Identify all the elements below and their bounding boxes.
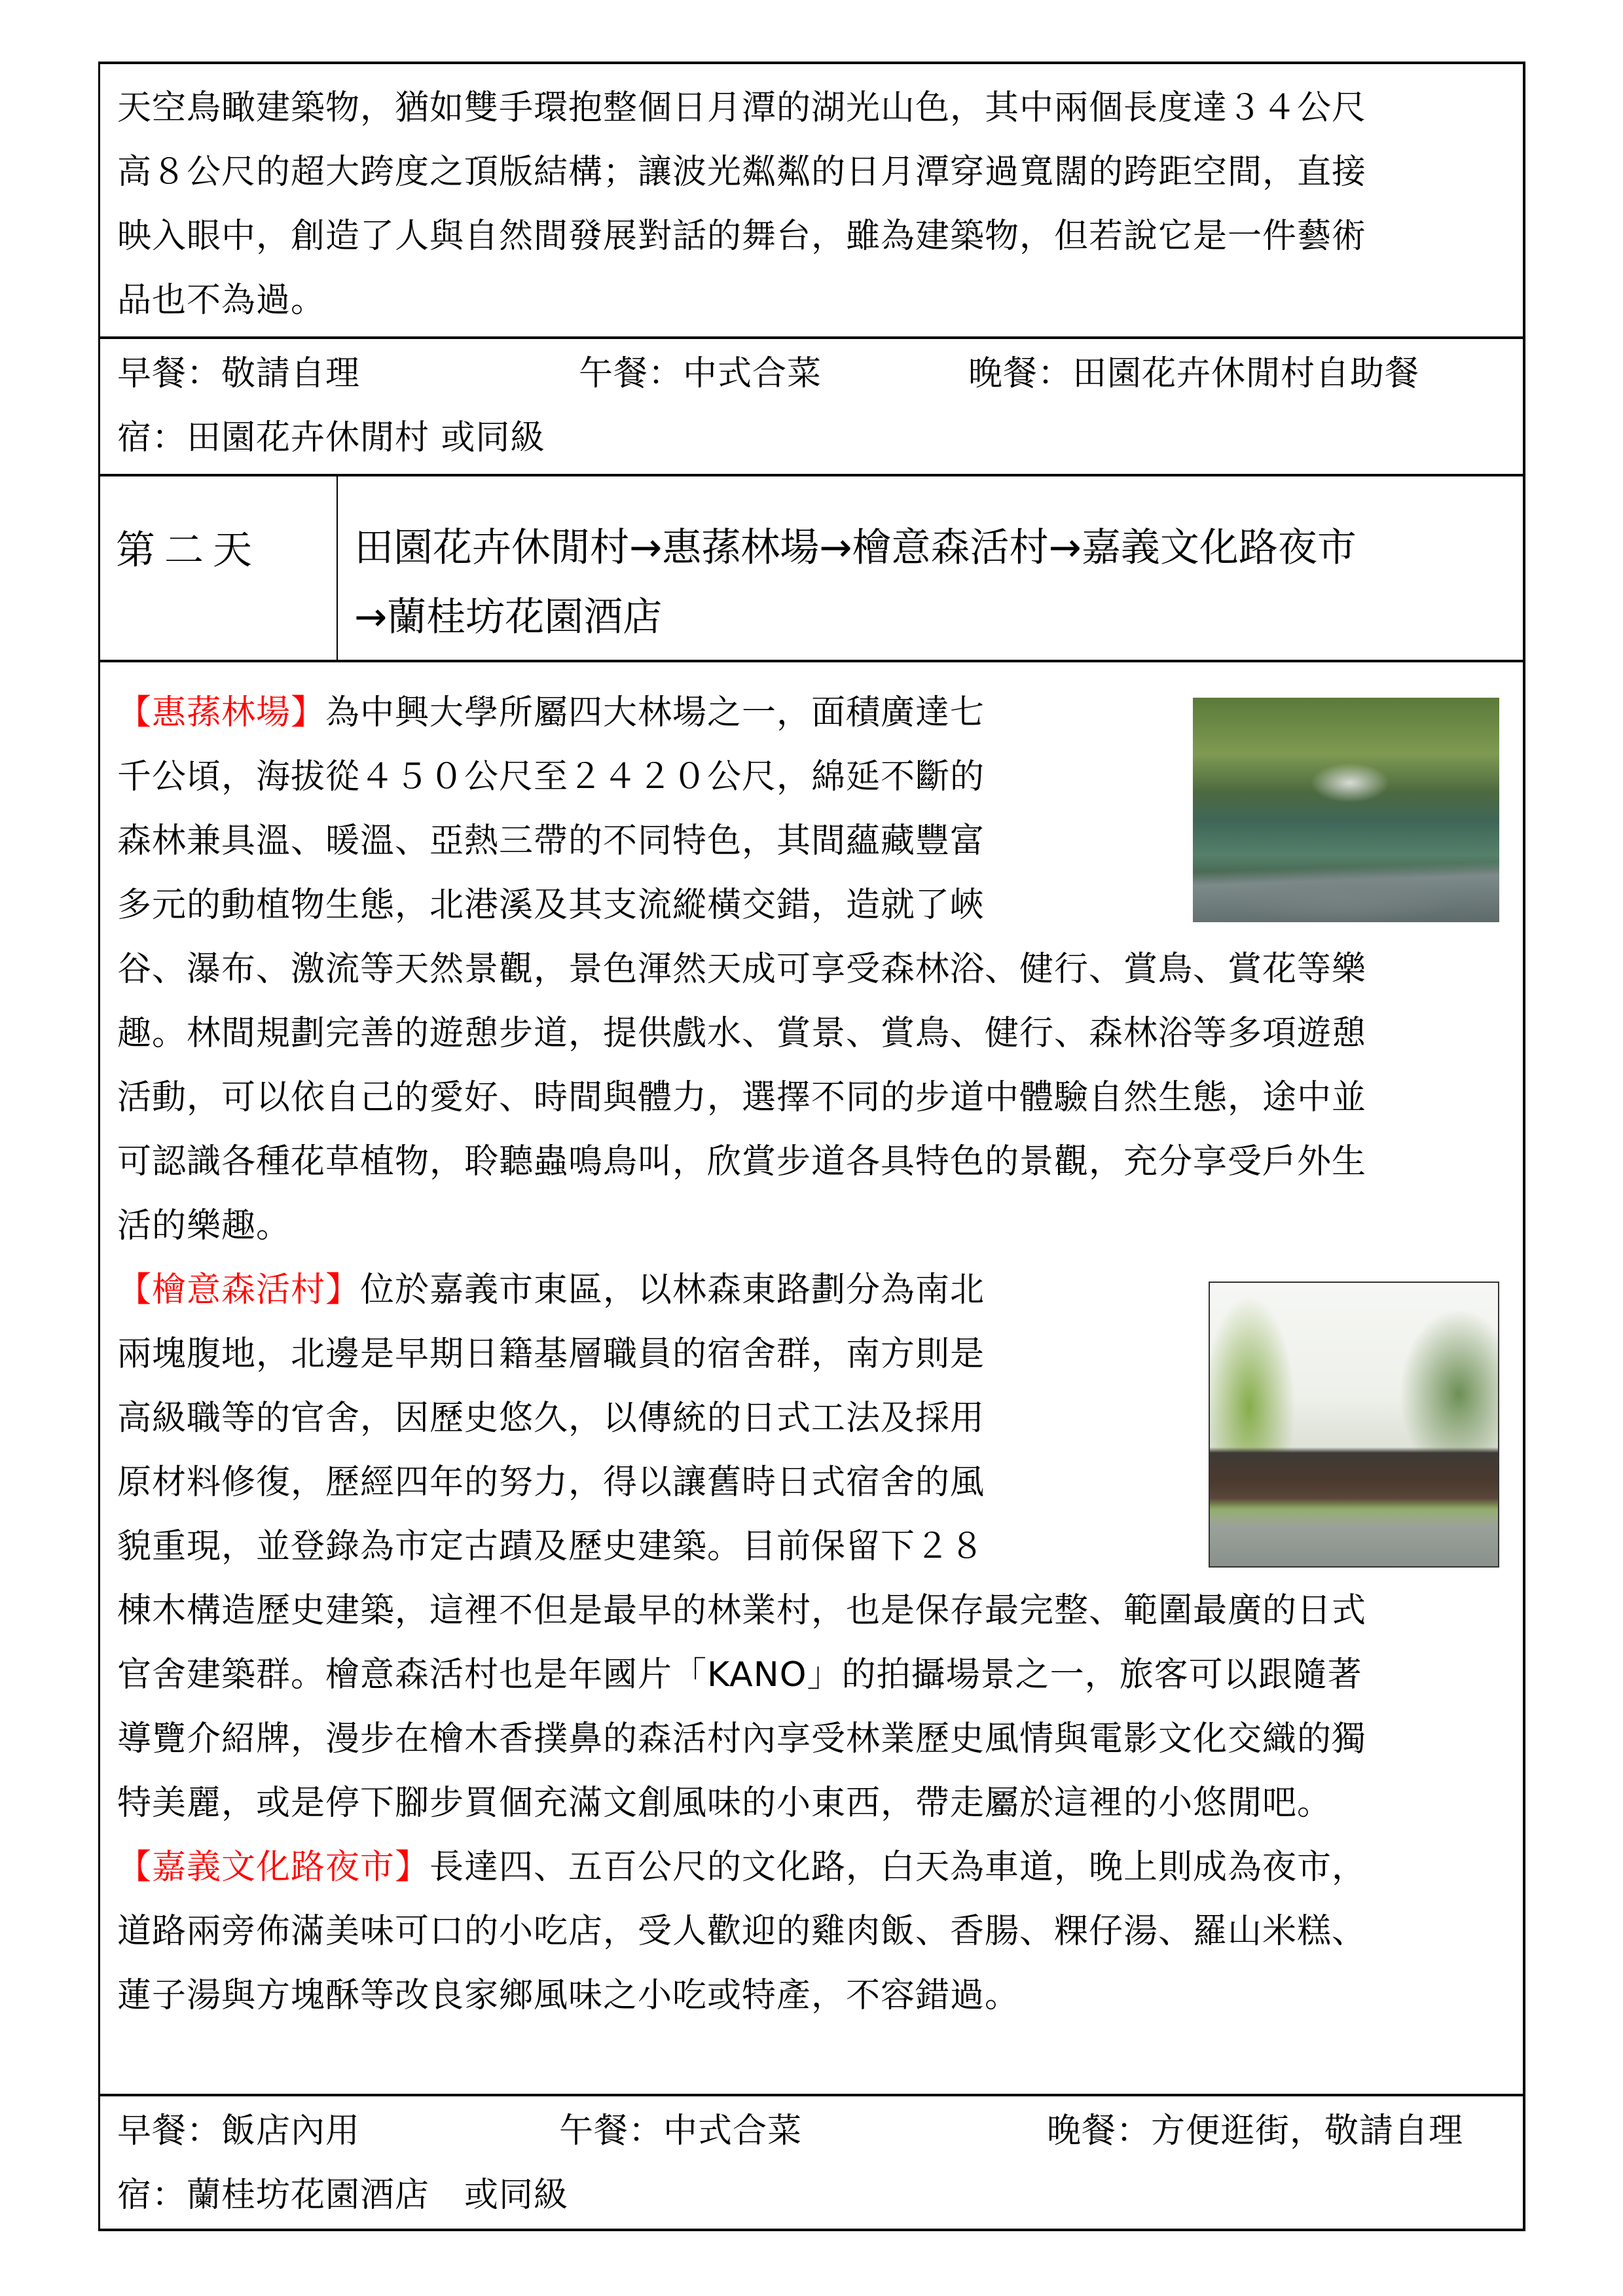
text-line: 趣。林間規劃完善的遊憩步道，提供戲水、賞景、賞鳥、健行、森林浴等多項遊憩 [117,1014,1367,1053]
text-line: 官舍建築群。檜意森活村也是年國片「KANO」的拍攝場景之一，旅客可以跟隨著 [117,1655,1362,1695]
day-label-cell [100,476,338,660]
text-line: 高級職等的官舍，因歷史悠久，以傳統的日式工法及採用 [117,1399,985,1438]
text-line: 特美麗，或是停下腳步買個充滿文創風味的小東西，帶走屬於這裡的小悠閒吧。 [117,1784,1332,1823]
text-line: 谷、瀑布、激流等天然景觀，景色渾然天成可享受森林浴、健行、賞鳥、賞花等樂 [117,950,1367,989]
intro-row [100,62,1523,336]
day1-meals-row [100,336,1523,474]
meals-cell [117,342,1506,470]
attraction-heading: 【檜意森活村】 [117,1270,361,1310]
hinoki-village-photo [1209,1282,1499,1568]
text-line: 天空鳥瞰建築物，猶如雙手環抱整個日月潭的湖光山色，其中兩個長度達３４公尺 [117,88,1367,128]
attraction-heading: 【惠蓀林場】 [117,693,326,732]
route-cell [354,513,1510,652]
text-line: 原材料修復，歷經四年的努力，得以讓舊時日式宿舍的風 [117,1463,985,1502]
text-line: 蓮子湯與方塊酥等改良家鄉風味之小吃或特產，不容錯過。 [117,1976,1020,2015]
day-label: 第二天 [116,528,261,573]
itinerary-table [98,62,1525,2231]
text-line [117,1835,1499,1899]
dinner-text: 晚餐：田園花卉休閒村自助餐 [968,354,1420,393]
day2-header-row [100,474,1523,660]
text-line: 多元的動植物生態，北港溪及其支流縱橫交錯，造就了峽 [117,886,985,925]
text-line: 活的樂趣。 [117,1206,291,1246]
attraction-text: 位於嘉義市東區，以林森東路劃分為南北 [360,1270,985,1310]
meals-cell [117,2099,1506,2227]
text-line: 品也不為過。 [117,281,326,320]
lodging-text: 宿：蘭桂坊花園酒店 或同級 [117,2176,569,2215]
text-line: 棟木構造歷史建築，這裡不但是最早的林業村，也是保存最完整、範圍最廣的日式 [117,1591,1367,1630]
route-line: →蘭桂坊花園酒店 [354,594,663,640]
meal-line [117,342,1506,406]
breakfast-text: 早餐：敬請自理 [117,354,361,393]
lunch-text: 午餐：中式合菜 [559,2111,803,2151]
text-line: 映入眼中，創造了人與自然間發展對話的舞台，雖為建築物，但若說它是一件藝術 [117,217,1367,256]
dinner-text: 晚餐：方便逛街，敬請自理 [1047,2111,1464,2151]
meal-line [117,2099,1506,2163]
attraction-heading: 【嘉義文化路夜市】 [117,1848,430,1887]
text-line: 千公頃，海拔從４５０公尺至２４２０公尺，綿延不斷的 [117,757,985,797]
attraction-text: 長達四、五百公尺的文化路，白天為車道，晚上則成為夜市， [429,1848,1367,1887]
day2-meals-row [100,2094,1523,2231]
text-line: 高８公尺的超大跨度之頂版結構；讓波光粼粼的日月潭穿過寬闊的跨距空間，直接 [117,152,1367,192]
text-line: 兩塊腹地，北邊是早期日籍基層職員的宿舍群，南方則是 [117,1335,985,1374]
breakfast-text: 早餐：飯店內用 [117,2111,361,2151]
attractions-row [100,660,1523,2094]
intro-paragraph [117,76,1506,332]
lodging-line [117,2163,1506,2227]
text-line: 貌重現，並登錄為市定古蹟及歷史建築。目前保留下２８ [117,1527,985,1566]
text-line: 導覽介紹牌，漫步在檜木香撲鼻的森活村內享受林業歷史風情與電影文化交織的獨 [117,1719,1367,1759]
lodging-line [117,406,1506,470]
huisun-forest-photo [1193,698,1499,922]
route-line: 田園花卉休閒村→惠蓀林場→檜意森活村→嘉義文化路夜市 [354,525,1357,571]
attractions-cell [117,681,1499,2028]
text-line: 活動，可以依自己的愛好、時間與體力，選擇不同的步道中體驗自然生態，途中並 [117,1078,1367,1117]
text-line: 可認識各種花草植物，聆聽蟲鳴鳥叫，欣賞步道各具特色的景觀，充分享受戶外生 [117,1142,1367,1181]
lodging-text: 宿：田園花卉休閒村 或同級 [117,418,545,457]
text-line: 森林兼具溫、暖溫、亞熱三帶的不同特色，其間蘊藏豐富 [117,821,985,861]
lunch-text: 午餐：中式合菜 [579,354,822,393]
attraction-text: 為中興大學所屬四大林場之一，面積廣達七 [325,693,985,732]
text-line: 道路兩旁佈滿美味可口的小吃店，受人歡迎的雞肉飯、香腸、粿仔湯、羅山米糕、 [117,1912,1367,1951]
